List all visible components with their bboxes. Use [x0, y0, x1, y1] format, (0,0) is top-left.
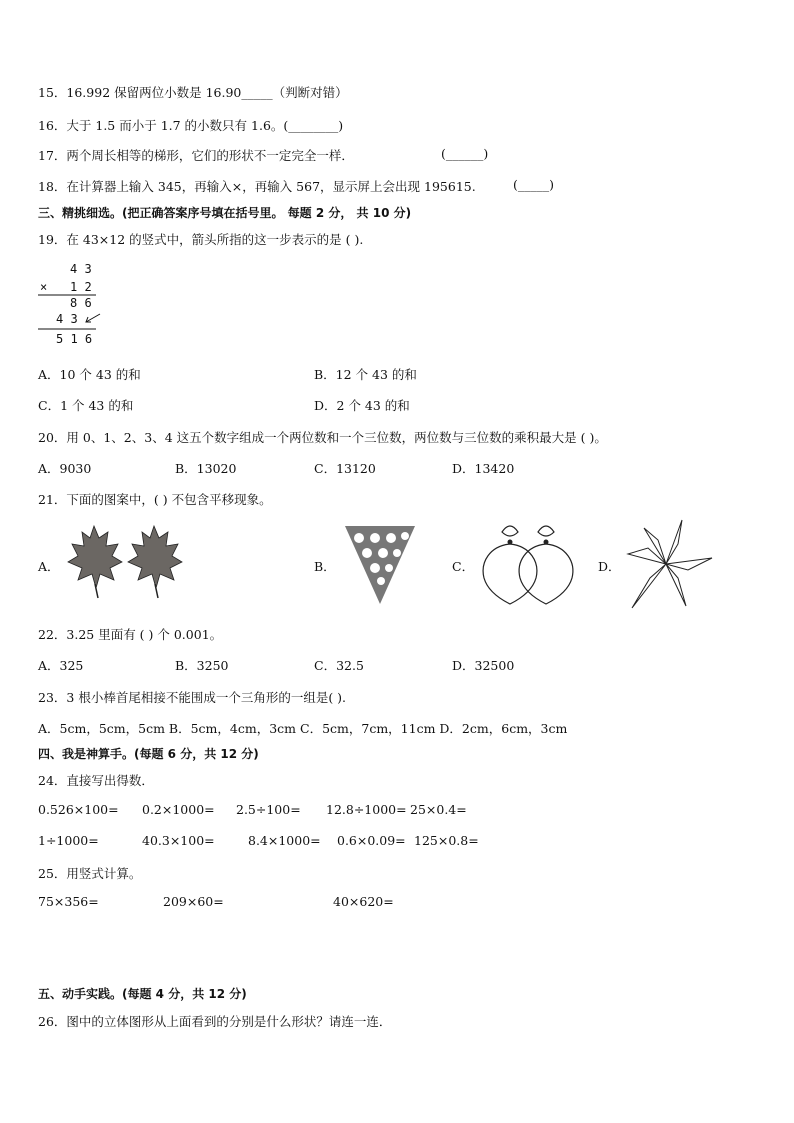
- q22-option-a: A．325: [38, 658, 84, 673]
- question-24-stem: 24．直接写出得数．: [38, 773, 154, 788]
- question-26-stem: 26．图中的立体图形从上面看到的分别是什么形状？请连一连．: [38, 1014, 392, 1029]
- q19-option-c: C．1 个 43 的和: [38, 398, 134, 413]
- maple-leaves-image: [62, 524, 182, 600]
- q24-item-1: 0.526×100=: [38, 802, 119, 817]
- section-4-title: 四、我是神算手。(每题 6 分，共 12 分): [38, 747, 259, 761]
- q22-option-c: C．32.5: [314, 658, 364, 673]
- q19-option-b: B．12 个 43 的和: [314, 367, 417, 382]
- question-18: 18．在计算器上输入 345，再输入×，再输入 567，显示屏上会出现 195615.: [38, 179, 476, 194]
- q23-options: A．5cm，5cm，5cm B．5cm，4cm，3cm C．5cm，7cm，11cm D．2cm，6cm，3cm: [38, 721, 568, 736]
- question-17-blank: (______): [441, 146, 489, 161]
- q24-item-10: 125×0.8=: [414, 833, 479, 848]
- q24-item-5: 25×0.4=: [410, 802, 467, 817]
- q21-label-b: B．: [314, 559, 336, 574]
- q21-label-d: D．: [598, 559, 621, 574]
- q24-item-2: 0.2×1000=: [142, 802, 215, 817]
- question-15: 15．16.992 保留两位小数是 16.90_____（判断对错）: [38, 85, 348, 100]
- q24-item-4: 12.8÷1000=: [326, 802, 407, 817]
- q21-label-c: C．: [452, 559, 475, 574]
- q25-item-3: 40×620=: [333, 894, 394, 909]
- vertical-row-5: 5 1 6: [56, 332, 93, 346]
- multiply-sign: ×: [40, 280, 48, 294]
- q19-option-d: D．2 个 43 的和: [314, 398, 410, 413]
- triangle-flowers-image: [345, 526, 415, 606]
- q24-item-7: 40.3×100=: [142, 833, 215, 848]
- q20-option-b: B．13020: [175, 461, 237, 476]
- section-5-title: 五、动手实践。(每题 4 分，共 12 分): [38, 987, 247, 1001]
- question-17: 17．两个周长相等的梯形，它们的形状不一定完全一样．: [38, 148, 354, 163]
- q20-option-d: D．13420: [452, 461, 515, 476]
- q25-item-1: 75×356=: [38, 894, 99, 909]
- question-23-stem: 23．3 根小棒首尾相接不能围成一个三角形的一组是( ).: [38, 690, 347, 705]
- q21-label-a: A．: [38, 559, 60, 574]
- pinwheel-image: [626, 518, 714, 610]
- q19-option-a: A．10 个 43 的和: [38, 367, 141, 382]
- vertical-row-3: 8 6: [70, 296, 92, 310]
- question-22-stem: 22．3.25 里面有 ( ) 个 0.001。: [38, 627, 223, 642]
- vertical-lines: [0, 0, 794, 400]
- question-19-stem: 19．在 43×12 的竖式中，箭头所指的这一步表示的是 ( ).: [38, 232, 364, 247]
- vertical-row-2: 1 2: [70, 280, 92, 294]
- question-20-stem: 20．用 0、1、2、3、4 这五个数字组成一个两位数和一个三位数，两位数与三位数的乘积最大是 ( )。: [38, 430, 607, 445]
- q24-item-6: 1÷1000=: [38, 833, 99, 848]
- question-21-stem: 21．下面的图案中，( ) 不包含平移现象。: [38, 492, 272, 507]
- q24-item-9: 0.6×0.09=: [337, 833, 406, 848]
- q24-item-3: 2.5÷100=: [236, 802, 301, 817]
- q25-item-2: 209×60=: [163, 894, 224, 909]
- vertical-row-4: 4 3: [56, 312, 78, 326]
- q24-item-8: 8.4×1000=: [248, 833, 321, 848]
- q22-option-b: B．3250: [175, 658, 229, 673]
- q20-option-c: C．13120: [314, 461, 376, 476]
- vertical-row-1: 4 3: [70, 262, 92, 276]
- question-16: 16．大于 1.5 而小于 1.7 的小数只有 1.6。(________): [38, 118, 344, 133]
- q22-option-d: D．32500: [452, 658, 515, 673]
- question-18-blank: (_____): [513, 177, 555, 192]
- q20-option-a: A．9030: [38, 461, 92, 476]
- section-3-title: 三、精挑细选。(把正确答案序号填在括号里。 每题 2 分， 共 10 分): [38, 206, 412, 220]
- heart-bags-image: [480, 522, 580, 606]
- question-25-stem: 25．用竖式计算。: [38, 866, 142, 881]
